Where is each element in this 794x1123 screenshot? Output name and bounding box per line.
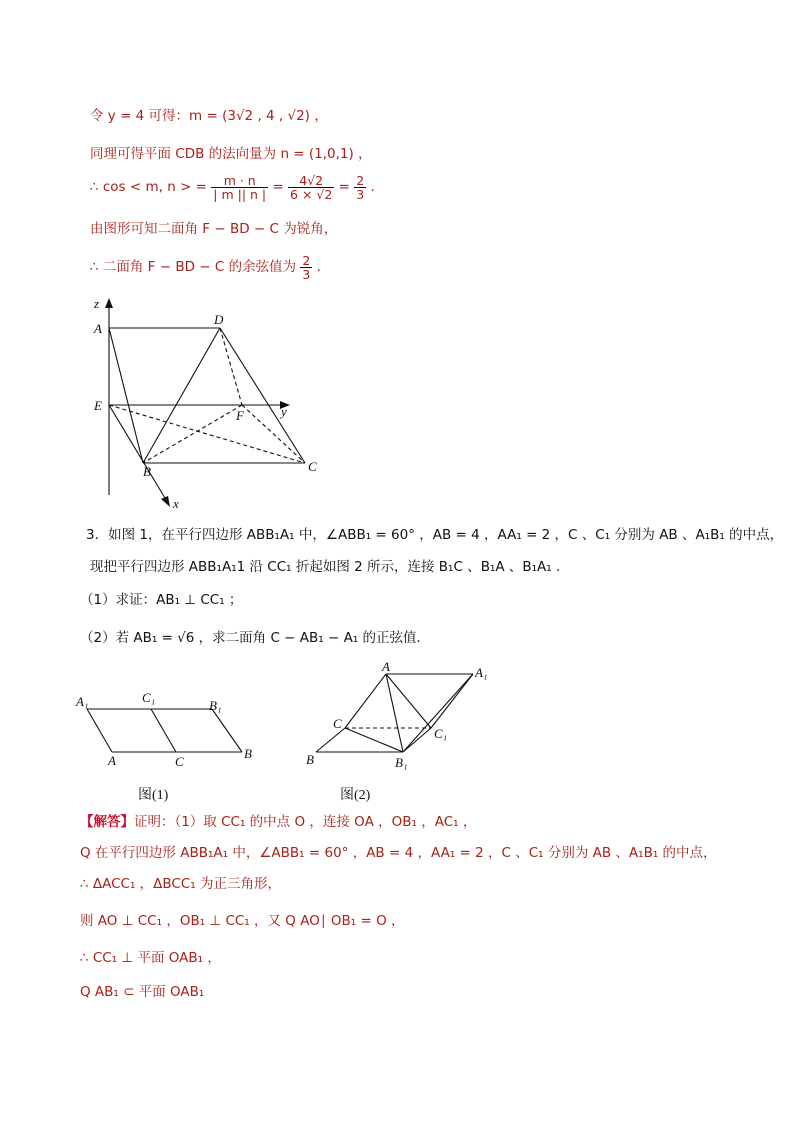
fraction-result bbox=[354, 174, 366, 201]
edge-AB bbox=[109, 328, 143, 463]
x-arrow bbox=[161, 496, 170, 507]
fig1-caption: 图(1) bbox=[138, 788, 169, 803]
fraction-cosine-den: 3 bbox=[302, 266, 311, 282]
fig1-edge-B1B bbox=[212, 709, 242, 752]
answer-line-4: 则 AO ⊥ CC₁ ，OB₁ ⊥ CC₁ ，又 Q AO∣ OB₁ = O ， bbox=[80, 913, 405, 929]
z-arrow bbox=[105, 298, 113, 308]
label-B: B bbox=[143, 464, 151, 479]
fraction-result-num: 2 bbox=[356, 172, 365, 188]
fraction-mn-num: m · n bbox=[211, 174, 268, 188]
edge-DB bbox=[143, 328, 220, 463]
label-x: x bbox=[173, 496, 179, 511]
fig2-label-C: C bbox=[333, 716, 342, 731]
answer-tag: 【解答】 bbox=[80, 814, 134, 830]
figure-3d bbox=[80, 290, 340, 515]
fig1-edge-C1C bbox=[151, 709, 176, 752]
fraction-value bbox=[288, 174, 334, 201]
solution-line-2: 同理可得平面 CDB 的法向量为 n = (1,0,1) ， bbox=[90, 146, 372, 162]
fig2-edge-A1C1 bbox=[431, 674, 473, 728]
fig2-edge-AC bbox=[345, 674, 386, 728]
fig1-edge-A1A bbox=[87, 709, 112, 752]
edge-FB bbox=[143, 405, 242, 463]
problem-3-line-2: 现把平行四边形 ABB₁A₁1 沿 CC₁ 折起如图 2 所示，连接 B₁C 、B₁A 、B₁A₁ . bbox=[90, 559, 561, 575]
label-F: F bbox=[236, 408, 244, 423]
label-A: A bbox=[94, 321, 102, 336]
label-D: D bbox=[214, 312, 224, 327]
problem-3-line-1: 3．如图 1，在平行四边形 ABB₁A₁ 中，∠ABB₁ = 60° ，AB = 4 ，AA₁ = 2 ，C 、C₁ 分别为 AB 、A₁B₁ 的中点， bbox=[86, 527, 784, 543]
answer-line-3: ∴ ΔACC₁ ，ΔBCC₁ 为正三角形， bbox=[80, 876, 281, 892]
fig1-label-C1: C₁ bbox=[142, 690, 156, 705]
fraction-cosine-num: 2 bbox=[302, 252, 311, 268]
edge-DC bbox=[220, 328, 305, 463]
fraction-mn bbox=[211, 174, 268, 201]
fig2-label-C1: C₁ bbox=[434, 726, 448, 741]
answer-line-2: Q 在平行四边形 ABB₁A₁ 中，∠ABB₁ = 60° ，AB = 4 ，AA₁ = 2 ，C 、C₁ 分别为 AB 、A₁B₁ 的中点， bbox=[80, 845, 717, 861]
fig2-edge-C1B1 bbox=[403, 728, 431, 752]
answer-line-1 bbox=[80, 812, 476, 832]
label-z: z bbox=[94, 296, 100, 311]
answer-line-5: ∴ CC₁ ⊥ 平面 OAB₁ ， bbox=[80, 950, 221, 966]
solution-line-3: ∴ cos < m, n > = $\frac{m \cdot n}{| m || n |}$ = $\frac{4√2}{6 \times √2}$ = $\frac{2}{3}$ . bbox=[90, 172, 375, 202]
fig2-label-B1: B₁ bbox=[395, 755, 408, 770]
answer-line-1-text: 证明：（1）取 CC₁ 的中点 O ，连接 OA ，OB₁ ，AC₁ ， bbox=[134, 814, 477, 830]
fraction-value-den: 6 × √2 bbox=[290, 186, 333, 202]
fig2-label-A1: A₁ bbox=[475, 665, 488, 680]
fig1-label-A1: A₁ bbox=[76, 694, 89, 709]
fig1-label-B1: B₁ bbox=[209, 698, 222, 713]
fig1-label-C: C bbox=[175, 754, 184, 769]
label-E: E bbox=[94, 398, 102, 413]
solution-line-5: ∴ 二面角 F − BD − C 的余弦值为 $\frac{2}{3}$ . bbox=[90, 252, 321, 282]
edge-DF bbox=[220, 328, 242, 405]
fig2-caption: 图(2) bbox=[340, 788, 371, 803]
fraction-cosine bbox=[300, 254, 312, 281]
problem-3-part-1: （1）求证：AB₁ ⊥ CC₁ ； bbox=[80, 592, 243, 608]
fig2-label-A: A bbox=[382, 659, 390, 674]
solution-line-4: 由图形可知二面角 F − BD − C 为锐角， bbox=[90, 221, 338, 237]
figure-2 bbox=[298, 658, 508, 805]
fraction-mn-den: | m || n | bbox=[213, 186, 267, 202]
fig2-edge-CB bbox=[316, 728, 345, 752]
fig1-label-A: A bbox=[108, 753, 116, 768]
problem-3-part-2: （2）若 AB₁ = √6 ，求二面角 C − AB₁ − A₁ 的正弦值． bbox=[80, 630, 431, 646]
fig2-edge-AC1 bbox=[386, 674, 431, 728]
answer-line-6: Q AB₁ ⊂ 平面 OAB₁ bbox=[80, 984, 205, 1000]
fig2-edge-AB1 bbox=[386, 674, 403, 752]
label-C: C bbox=[308, 459, 317, 474]
fraction-value-num: 4√2 bbox=[288, 174, 334, 188]
fig1-label-B: B bbox=[244, 746, 252, 761]
label-y: y bbox=[281, 404, 287, 419]
solution-line-1: 令 y = 4 可得：m = (3√2 , 4 , √2) ， bbox=[90, 108, 328, 124]
fraction-result-den: 3 bbox=[356, 186, 365, 202]
fig2-label-B: B bbox=[306, 752, 314, 767]
cosine-prefix: ∴ 二面角 F − BD − C 的余弦值为 bbox=[90, 259, 297, 275]
cos-prefix: ∴ cos < m, n > = bbox=[90, 179, 207, 195]
figure-1 bbox=[72, 685, 272, 805]
fig2-edge-CB1 bbox=[345, 728, 403, 752]
